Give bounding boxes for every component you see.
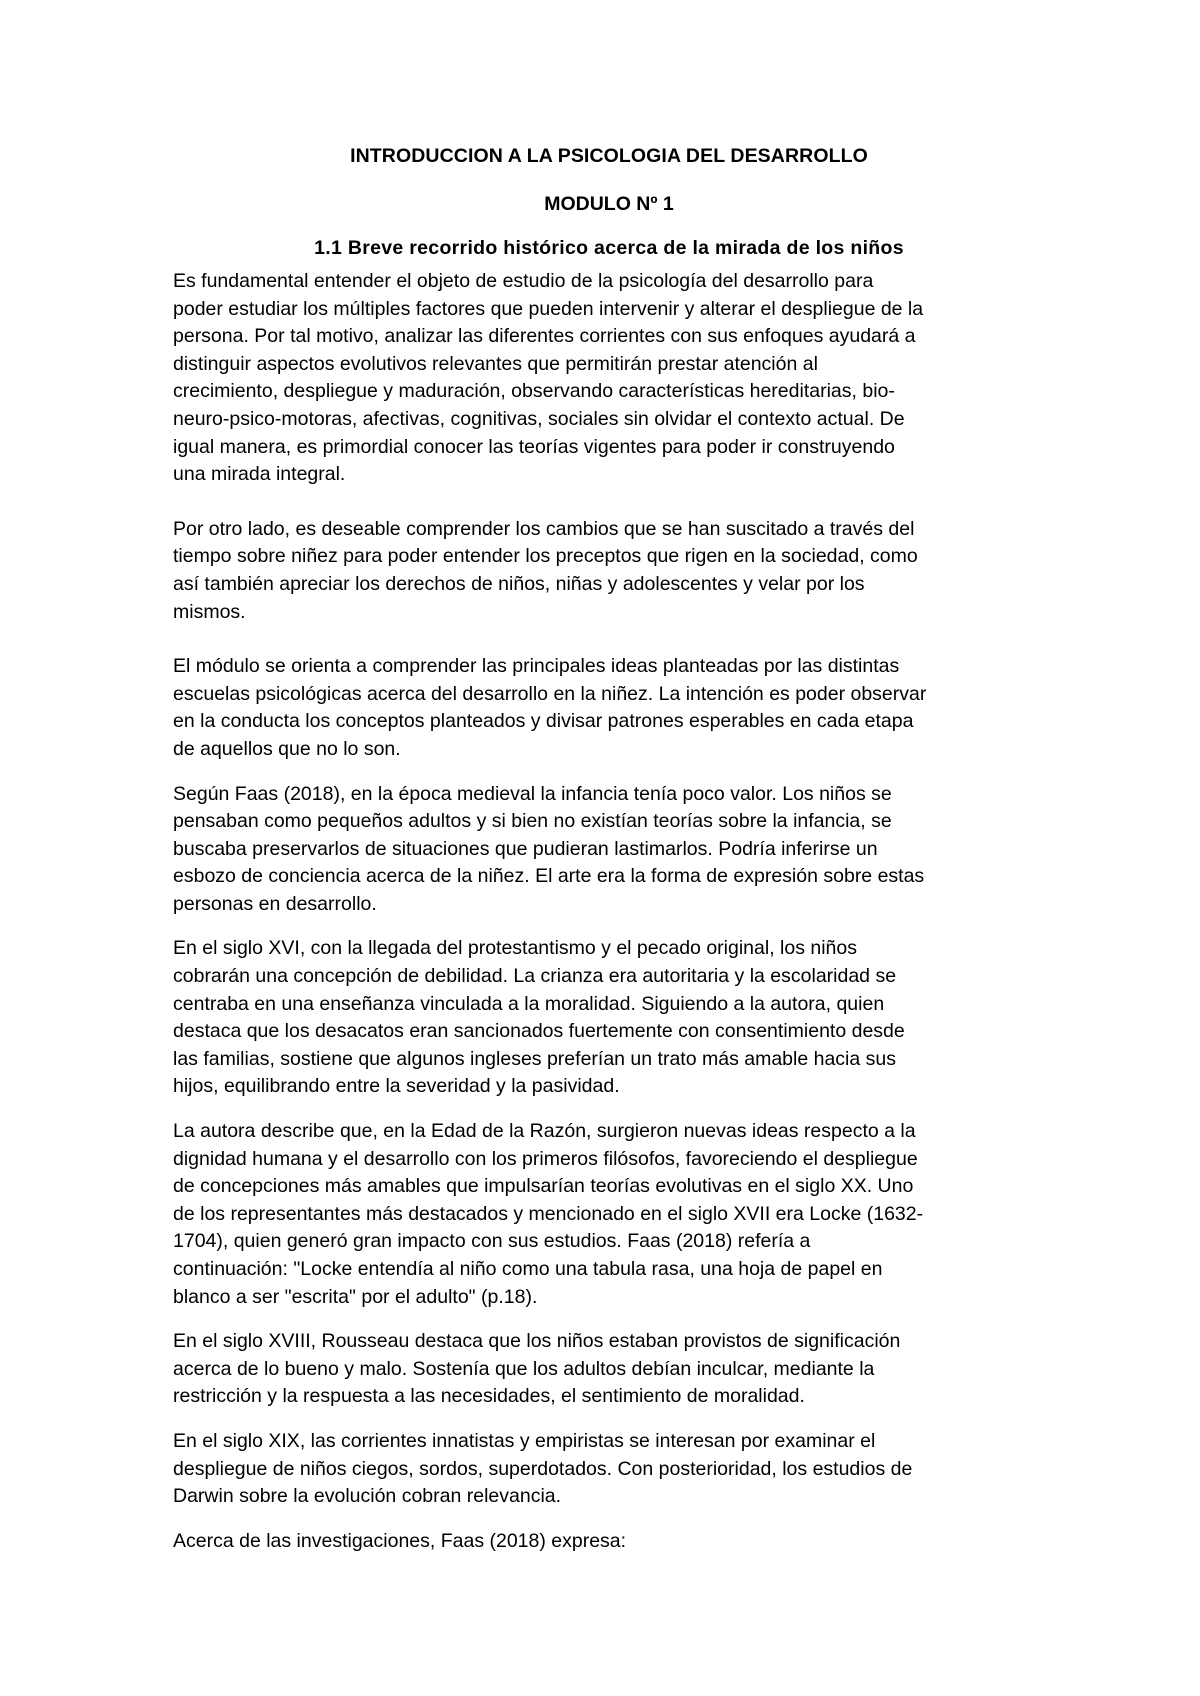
paragraph-1	[173, 268, 1045, 489]
text-line: El módulo se orienta a comprender las principales ideas planteadas por las distintas	[173, 655, 900, 678]
text-line: En el siglo XVIII, Rousseau destaca que los niños estaban provistos de significación	[173, 1330, 901, 1353]
text-line: Por otro lado, es deseable comprender los cambios que se han suscitado a través del	[173, 517, 915, 540]
text-line: distinguir aspectos evolutivos relevantes que permitirán prestar atención al	[173, 352, 818, 375]
text-line: persona. Por tal motivo, analizar las diferentes corrientes con sus enfoques ayudará a	[173, 325, 916, 348]
document-title: INTRODUCCION A LA PSICOLOGIA DEL DESARROLLO	[350, 145, 868, 167]
text-line: tiempo sobre niñez para poder entender los preceptos que rigen en la sociedad, como	[173, 545, 918, 568]
paragraph-9	[173, 1528, 1045, 1556]
text-line: de aquellos que no lo son.	[173, 737, 401, 760]
document-page	[173, 140, 1045, 1555]
text-line: Según Faas (2018), en la época medieval la infancia tenía poco valor. Los niños se	[173, 782, 892, 805]
text-line: neuro-psico-motoras, afectivas, cognitivas, sociales sin olvidar el contexto actual. De	[173, 407, 905, 430]
text-line: 1704), quien generó gran impacto con sus estudios. Faas (2018) refería a	[173, 1230, 811, 1253]
module-number: MODULO Nº 1	[544, 193, 674, 215]
text-line: Darwin sobre la evolución cobran relevancia.	[173, 1485, 562, 1508]
text-line: dignidad humana y el desarrollo con los primeros filósofos, favoreciendo el despliegue	[173, 1147, 918, 1170]
paragraph-2	[173, 516, 1045, 626]
text-line: hijos, equilibrando entre la severidad y la pasividad.	[173, 1075, 620, 1098]
text-line: acerca de lo bueno y malo. Sostenía que los adultos debían inculcar, mediante la	[173, 1357, 875, 1380]
text-line: destaca que los desacatos eran sancionados fuertemente con consentimiento desde	[173, 1020, 905, 1043]
text-line: una mirada integral.	[173, 463, 346, 486]
text-line: poder estudiar los múltiples factores que pueden intervenir y alterar el despliegue de la	[173, 297, 924, 320]
text-line: de concepciones más amables que impulsarían teorías evolutivas en el siglo XX. Uno	[173, 1175, 914, 1198]
text-line: mismos.	[173, 600, 246, 623]
text-line: de los representantes más destacados y mencionado en el siglo XVII era Locke (1632-	[173, 1202, 924, 1225]
text-line: Acerca de las investigaciones, Faas (2018) expresa:	[173, 1529, 627, 1552]
section-heading: 1.1 Breve recorrido histórico acerca de la mirada de los niños	[314, 237, 904, 259]
text-line: personas en desarrollo.	[173, 892, 377, 915]
text-line: así también apreciar los derechos de niños, niñas y adolescentes y velar por los	[173, 572, 865, 595]
paragraph-7	[173, 1328, 1045, 1411]
paragraph-5	[173, 935, 1045, 1101]
text-line: buscaba preservarlos de situaciones que pudieran lastimarlos. Podría inferirse un	[173, 837, 878, 860]
paragraph-3	[173, 653, 1045, 763]
text-line: crecimiento, despliegue y maduración, observando características hereditarias, bio-	[173, 380, 895, 403]
text-line: igual manera, es primordial conocer las teorías vigentes para poder ir construyendo	[173, 435, 895, 458]
text-line: En el siglo XVI, con la llegada del protestantismo y el pecado original, los niños	[173, 937, 857, 960]
text-line: centraba en una enseñanza vinculada a la moralidad. Siguiendo a la autora, quien	[173, 992, 885, 1015]
paragraph-4	[173, 781, 1045, 919]
text-line: cobrarán una concepción de debilidad. La crianza era autoritaria y la escolaridad se	[173, 965, 897, 988]
text-line: restricción y la respuesta a las necesidades, el sentimiento de moralidad.	[173, 1385, 805, 1408]
text-line: esbozo de conciencia acerca de la niñez. El arte era la forma de expresión sobre estas	[173, 865, 925, 888]
text-line: despliegue de niños ciegos, sordos, superdotados. Con posterioridad, los estudios de	[173, 1457, 913, 1480]
text-line: las familias, sostiene que algunos ingleses preferían un trato más amable hacia sus	[173, 1047, 896, 1070]
text-line: en la conducta los conceptos planteados y divisar patrones esperables en cada etapa	[173, 710, 914, 733]
text-line: La autora describe que, en la Edad de la Razón, surgieron nuevas ideas respecto a la	[173, 1120, 916, 1143]
text-line: En el siglo XIX, las corrientes innatistas y empiristas se interesan por examinar el	[173, 1429, 876, 1452]
paragraph-6	[173, 1118, 1045, 1311]
paragraph-8	[173, 1428, 1045, 1511]
text-line: Es fundamental entender el objeto de estudio de la psicología del desarrollo para	[173, 270, 874, 292]
text-line: blanco a ser "escrita" por el adulto" (p.18).	[173, 1285, 538, 1308]
text-line: pensaban como pequeños adultos y si bien no existían teorías sobre la infancia, se	[173, 810, 892, 833]
text-line: continuación: "Locke entendía al niño como una tabula rasa, una hoja de papel en	[173, 1258, 883, 1280]
text-line: escuelas psicológicas acerca del desarrollo en la niñez. La intención es poder observar	[173, 682, 927, 705]
